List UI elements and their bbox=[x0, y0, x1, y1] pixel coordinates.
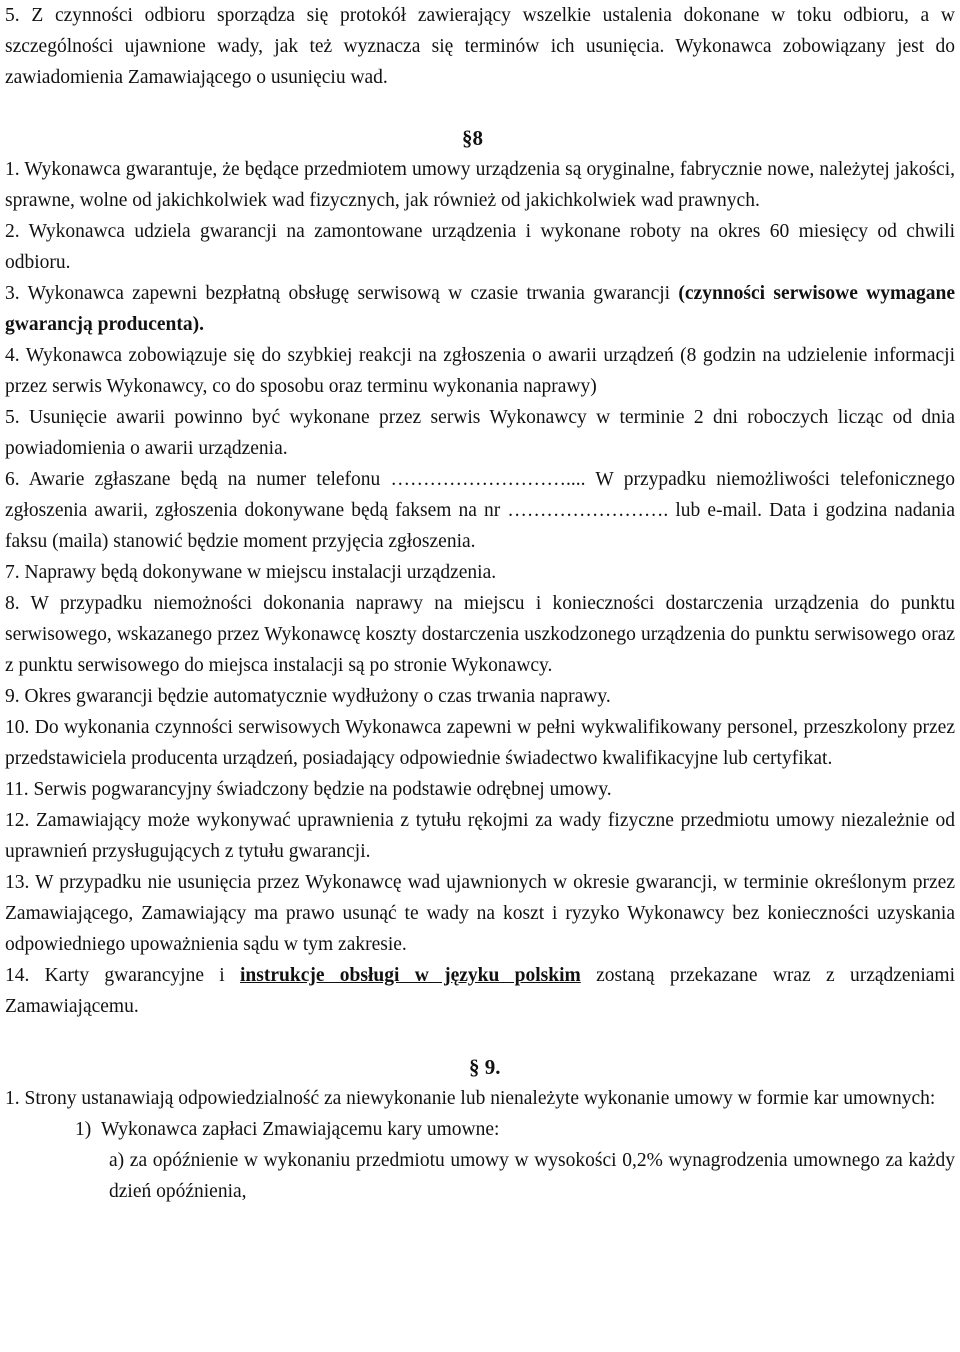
s8-paragraph-8: 8. W przypadku niemożności dokonania naprawy na miejscu i konieczności dostarczenia urządzenia do punktu serwisowego, wskazanego przez Wykonawcę koszty dostarczenia uszkodzonego urządzenia do punktu serwisowego oraz z punktu serwisowego do miejsca instalacji są po stronie Wykonawcy. bbox=[5, 593, 955, 676]
s8-paragraph-10: 10. Do wykonania czynności serwisowych Wykonawca zapewni w pełni wykwalifikowany personel, przeszkolony przez przedstawiciela producenta urządzeń, posiadający odpowiednie świadectwo kwalifikacyjne lub certyfikat. bbox=[5, 717, 955, 769]
s9-paragraph-1: 1. Strony ustanawiają odpowiedzialność za niewykonanie lub nienależyte wykonanie umowy w formie kar umownych: bbox=[5, 1088, 936, 1109]
s8-paragraph-5: 5. Usunięcie awarii powinno być wykonane przez serwis Wykonawcy w terminie 2 dni roboczych licząc od dnia powiadomienia o awarii urządzenia. bbox=[5, 407, 955, 459]
s8-paragraph-3-bold: (czynności serwisowe wymagane gwarancją producenta). bbox=[5, 283, 955, 335]
s8-paragraph-1: 1. Wykonawca gwarantuje, że będące przedmiotem umowy urządzenia są oryginalne, fabrycznie nowe, należytej jakości, sprawne, wolne od jakichkolwiek wad fizycznych, jak również od jakichkolwiek wad prawnych. bbox=[5, 159, 955, 211]
s8-paragraph-14 bbox=[5, 960, 955, 1022]
s8-paragraph-6: 6. Awarie zgłaszane będą na numer telefonu ……………………….... W przypadku niemożliwości telefonicznego zgłoszenia awarii, zgłoszenia dokonywane będą faksem na nr ……………………. lub e-mail. Data i godzina nadania faksu (maila) stanowić będzie moment przyjęcia zgłoszenia. bbox=[5, 469, 955, 552]
s8-paragraph-12: 12. Zamawiający może wykonywać uprawnienia z tytułu rękojmi za wady fizyczne przedmiotu umowy niezależnie od uprawnień przysługujących z tytułu gwarancji. bbox=[5, 810, 955, 862]
s8-paragraph-14-emphasis: instrukcje obsługi w języku polskim bbox=[240, 965, 581, 986]
s8-paragraph-11: 11. Serwis pogwarancyjny świadczony będzie na podstawie odrębnej umowy. bbox=[5, 779, 612, 800]
s8-paragraph-2: 2. Wykonawca udziela gwarancji na zamontowane urządzenia i wykonane roboty na okres 60 miesięcy od chwili odbioru. bbox=[5, 221, 955, 273]
section-8-heading: §8 bbox=[462, 126, 483, 150]
s8-paragraph-3-text: 3. Wykonawca zapewni bezpłatną obsługę serwisową w czasie trwania gwarancji bbox=[5, 283, 679, 304]
s8-paragraph-7: 7. Naprawy będą dokonywane w miejscu instalacji urządzenia. bbox=[5, 562, 497, 583]
section-9-heading: § 9. bbox=[469, 1055, 501, 1079]
s9-item-1: 1) Wykonawca zapłaci Zmawiającemu kary umowne: bbox=[75, 1119, 500, 1140]
s8-paragraph-9: 9. Okres gwarancji będzie automatycznie wydłużony o czas trwania naprawy. bbox=[5, 686, 611, 707]
s8-paragraph-13: 13. W przypadku nie usunięcia przez Wykonawcę wad ujawnionych w okresie gwarancji, w terminie określonym przez Zamawiającego, Zamawiający ma prawo usunąć te wady na koszt i ryzyko Wykonawcy bez konieczności uzyskania odpowiedniego upoważnienia sądu w tym zakresie. bbox=[5, 872, 955, 955]
paragraph-5-acceptance: 5. Z czynności odbioru sporządza się protokół zawierający wszelkie ustalenia dokonane w toku odbioru, a w szczególności ujawnione wady, jak też wyznacza się terminów ich usunięcia. Wykonawca zobowiązany jest do zawiadomienia Zamawiającego o usunięciu wad. bbox=[5, 5, 955, 88]
s9-item-1a: a) za opóźnienie w wykonaniu przedmiotu umowy w wysokości 0,2% wynagrodzenia umownego za każdy dzień opóźnienia, bbox=[109, 1150, 955, 1202]
s8-paragraph-4: 4. Wykonawca zobowiązuje się do szybkiej reakcji na zgłoszenia o awarii urządzeń (8 godzin na udzielenie informacji przez serwis Wykonawcy, co do sposobu oraz terminu wykonania naprawy) bbox=[5, 345, 955, 397]
s8-paragraph-14-text: 14. Karty gwarancyjne i bbox=[5, 965, 241, 986]
s8-paragraph-3 bbox=[5, 278, 955, 340]
s8-paragraph-14-rest: zostaną przekazane wraz z urządzeniami Zamawiającemu. bbox=[5, 965, 955, 1017]
